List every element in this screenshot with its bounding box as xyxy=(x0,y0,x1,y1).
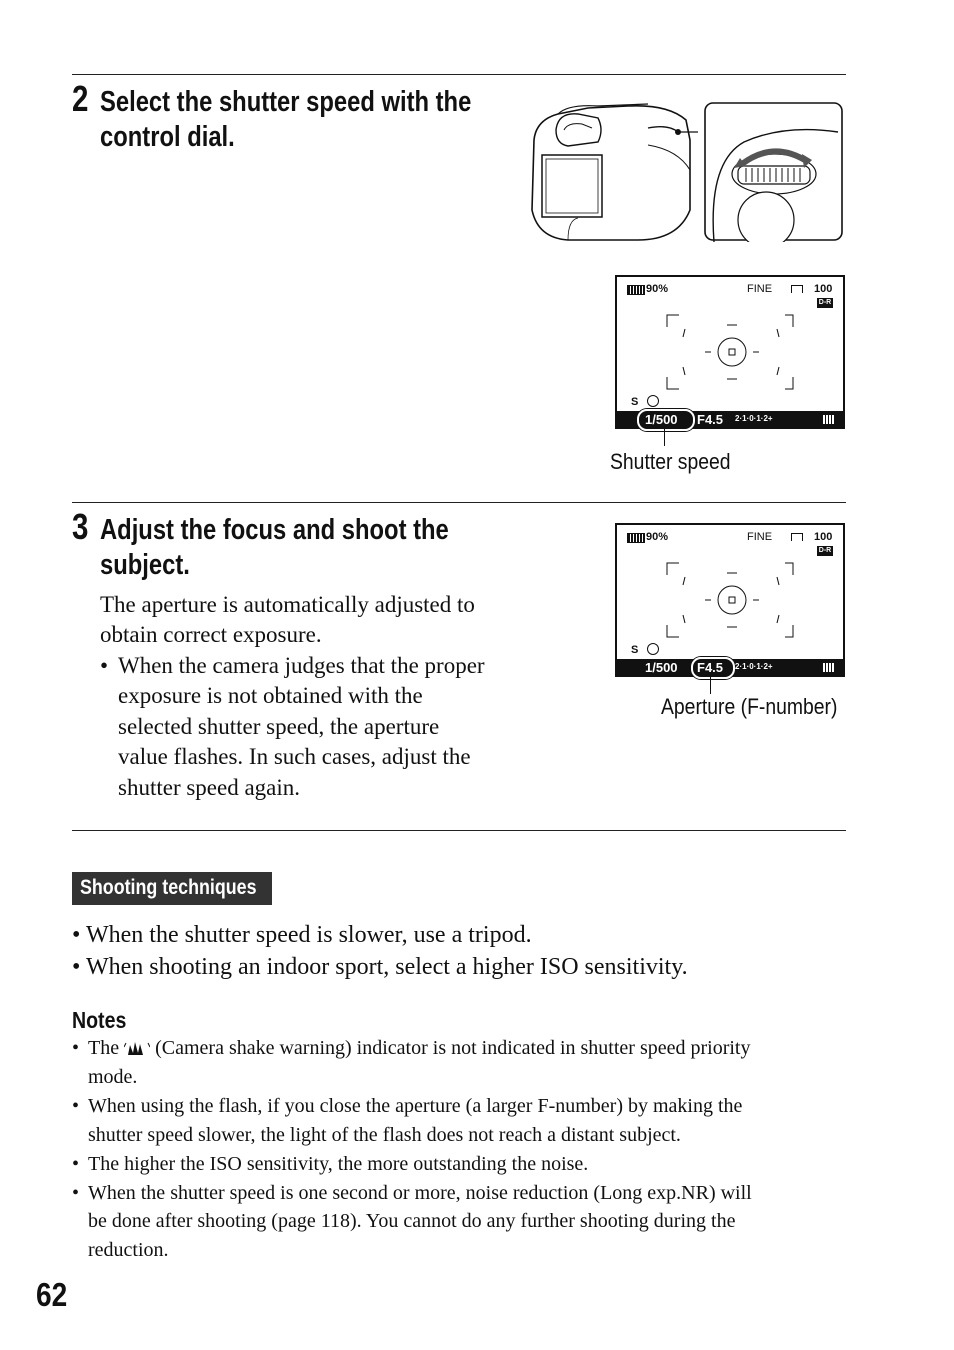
lcd-status-bar xyxy=(617,659,843,675)
control-dial-closeup-illustration xyxy=(704,102,844,242)
battery-icon xyxy=(627,533,645,543)
step-3-heading-line2: subject. xyxy=(100,549,190,581)
step-2-heading-line1: Select the shutter speed with the xyxy=(100,86,472,118)
aperture-caption: Aperture (F-number) xyxy=(661,694,838,719)
drive-mode-icon xyxy=(791,533,803,541)
page-number: 62 xyxy=(36,1276,68,1313)
remaining-shots: 100 xyxy=(814,531,833,543)
note-4-line3: reduction. xyxy=(88,1239,169,1261)
technique-text-1: When the shutter speed is slower, use a tripod. xyxy=(85,922,532,948)
shooting-techniques-tag xyxy=(72,872,272,905)
techniques-rule xyxy=(72,830,846,831)
signal-bars-icon xyxy=(823,663,835,672)
step-3-rule xyxy=(72,502,846,503)
remaining-shots: 100 xyxy=(814,283,833,295)
note-2-line2: shutter speed slower, the light of the flash does not reach a distant subject. xyxy=(88,1124,681,1146)
technique-bullet-2: • When shooting an indoor sport, select a higher ISO sensitivity. xyxy=(72,954,688,980)
step-3-bullet-mark: • xyxy=(100,653,109,678)
shutter-speed-highlight xyxy=(637,409,695,431)
dro-badge: D-R xyxy=(818,547,832,554)
lcd-status-bar xyxy=(617,411,843,427)
note-3-line1: The higher the ISO sensitivity, the more outstanding the noise. xyxy=(88,1153,589,1175)
dro-badge: D-R xyxy=(818,299,832,306)
step-2-number: 2 xyxy=(72,78,89,119)
step-3-body-line1: The aperture is automatically adjusted to xyxy=(100,592,475,617)
aperture-leader-line xyxy=(710,676,711,694)
battery-level: 90% xyxy=(646,531,669,543)
shutter-speed-value: 1/500 xyxy=(645,660,678,675)
step-3-bullet-line3: selected shutter speed, the aperture xyxy=(118,714,440,739)
step-3-bullet-line4: value flashes. In such cases, adjust the xyxy=(118,744,471,769)
image-quality: FINE xyxy=(747,283,773,295)
shutter-speed-caption: Shutter speed xyxy=(610,449,731,474)
step-3-number: 3 xyxy=(72,506,89,547)
camera-body-illustration xyxy=(528,100,698,245)
step-3-bullet-line1: When the camera judges that the proper xyxy=(118,653,485,678)
note-1-pre: The xyxy=(88,1037,120,1059)
notes-title: Notes xyxy=(72,1007,127,1033)
shooting-techniques-label: Shooting techniques xyxy=(80,876,257,899)
step-3-bullet-line5: shutter speed again. xyxy=(118,775,301,800)
image-quality: FINE xyxy=(747,531,773,543)
note-1-post: (Camera shake warning) indicator is not indicated in shutter speed priority xyxy=(155,1037,751,1059)
lcd-screen-shutter xyxy=(615,275,845,429)
exposure-mode: S xyxy=(631,396,639,408)
battery-level: 90% xyxy=(646,283,669,295)
step-3-bullet-line2: exposure is not obtained with the xyxy=(118,683,423,708)
exposure-scale: 2·1·0·1·2+ xyxy=(735,662,773,671)
step-3-heading-line1: Adjust the focus and shoot the xyxy=(100,514,449,546)
lcd-screen-aperture xyxy=(615,523,845,677)
technique-text-2: When shooting an indoor sport, select a higher ISO sensitivity. xyxy=(85,954,688,980)
shutter-speed-leader-line xyxy=(664,428,665,446)
af-frame-overlay xyxy=(657,555,807,645)
camera-shake-icon xyxy=(647,643,659,655)
step-3-body-line2: obtain correct exposure. xyxy=(100,622,322,647)
note-1-cont: mode. xyxy=(88,1066,138,1088)
technique-bullet-1: • When the shutter speed is slower, use a tripod. xyxy=(72,922,532,948)
aperture-value: F4.5 xyxy=(697,412,724,427)
top-rule xyxy=(72,74,846,75)
note-4-line2: be done after shooting (page 118). You cannot do any further shooting during the xyxy=(88,1210,736,1232)
shutter-speed-value: 1/500 xyxy=(645,412,678,427)
aperture-highlight xyxy=(691,657,735,679)
camera-shake-warning-icon xyxy=(124,1039,150,1057)
af-frame-overlay xyxy=(657,307,807,397)
aperture-value: F4.5 xyxy=(697,660,724,675)
exposure-mode: S xyxy=(631,644,639,656)
note-2-line1: When using the flash, if you close the aperture (a larger F-number) by making the xyxy=(88,1095,743,1117)
note-4-line1: When the shutter speed is one second or more, noise reduction (Long exp.NR) will xyxy=(88,1182,752,1204)
battery-icon xyxy=(627,285,645,295)
exposure-scale: 2·1·0·1·2+ xyxy=(735,414,773,423)
signal-bars-icon xyxy=(823,415,835,424)
drive-mode-icon xyxy=(791,285,803,293)
step-2-heading-line2: control dial. xyxy=(100,121,235,153)
camera-shake-icon xyxy=(647,395,659,407)
